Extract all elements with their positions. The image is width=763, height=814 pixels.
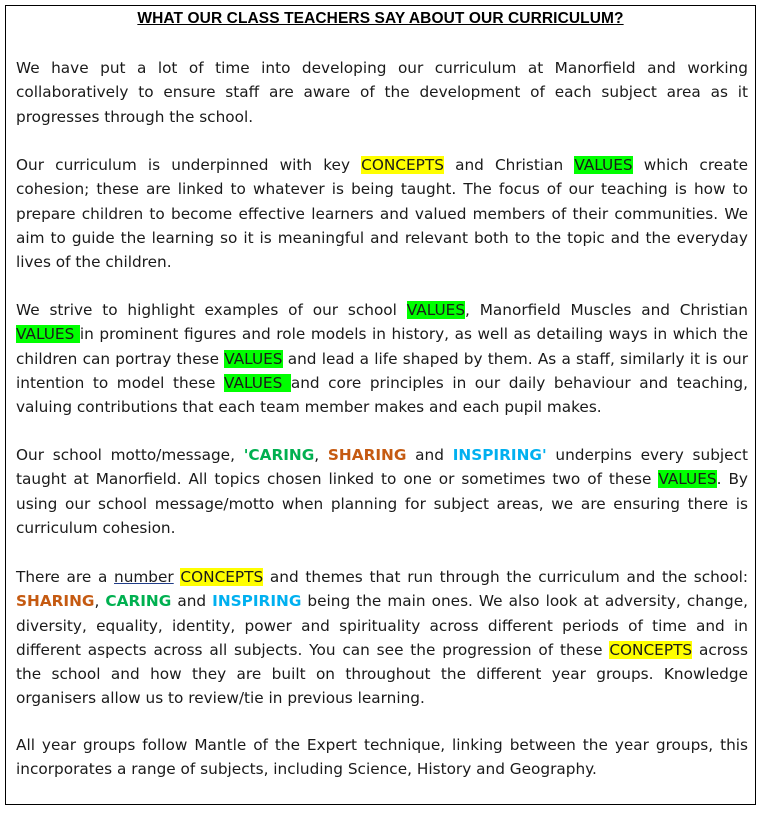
text-run: and lead a life shaped by them. As a staff, similarly it is our intention to model these bbox=[16, 349, 749, 392]
text-run: in prominent figures and role models in history, as well as detailing ways in which the children can portray these bbox=[16, 325, 748, 368]
concepts-highlight: CONCEPTS bbox=[361, 156, 444, 174]
values-highlight: VALUES bbox=[574, 156, 633, 174]
caring-label: 'CARING bbox=[243, 446, 315, 464]
caring-label: CARING bbox=[105, 592, 172, 611]
paragraph-5 bbox=[16, 565, 748, 711]
sharing-label: SHARING bbox=[327, 446, 407, 464]
values-highlight: VALUES bbox=[658, 470, 717, 489]
text-run: and Christian bbox=[443, 156, 575, 174]
text-run: There are a bbox=[16, 568, 115, 586]
text-run: being the main ones. We also look at adversity, change, diversity, equality, identity, power and spirituality across different periods of time and in different aspects across all subjects. You can see the progression of these bbox=[16, 592, 748, 659]
inspiring-label: INSPIRING bbox=[212, 592, 302, 611]
text-run: , bbox=[314, 446, 328, 464]
text-run: We strive to highlight examples of our school bbox=[16, 301, 407, 319]
page-title: WHAT OUR CLASS TEACHERS SAY ABOUT OUR CURRICULUM? bbox=[137, 10, 624, 27]
text-run: Our school motto/message, bbox=[16, 446, 244, 464]
text-run: and bbox=[406, 446, 453, 464]
paragraph-3 bbox=[16, 298, 748, 419]
text-run: and core principles in our daily behaviour and teaching, valuing contributions that each team member makes and each pupil makes. bbox=[16, 373, 748, 417]
values-highlight: VALUES bbox=[16, 325, 80, 344]
text-run: , Manorfield Muscles and Christian bbox=[465, 301, 749, 319]
text-run: . By using our school message/motto when planning for subject areas, we are ensuring there is curriculum cohesion. bbox=[16, 470, 748, 537]
sharing-label: SHARING bbox=[16, 592, 95, 611]
paragraph-1-text: We have put a lot of time into developing our curriculum at Manorfield and working collaboratively to ensure staff are aware of the development of each subject area as it progresses through the school. bbox=[16, 59, 748, 126]
values-highlight: VALUES bbox=[406, 301, 466, 319]
concepts-highlight: CONCEPTS bbox=[609, 640, 693, 659]
flagged-word: number bbox=[114, 568, 174, 586]
concepts-highlight: CONCEPTS bbox=[180, 568, 264, 586]
text-run: , bbox=[94, 592, 106, 611]
document-frame bbox=[5, 5, 756, 805]
values-highlight: VALUES bbox=[224, 349, 283, 368]
text-run: and bbox=[171, 592, 213, 611]
text-run: Our curriculum is underpinned with key bbox=[16, 156, 362, 174]
paragraph-4 bbox=[16, 443, 748, 540]
text-run: which create cohesion; these are linked to whatever is being taught. The focus of our teaching is how to prepare children to become effective learners and valued members of their communities. We aim to guide the learning so it is meaningful and relevant both to the topic and the everyday lives of the children. bbox=[16, 156, 748, 272]
text-run: across the school and how they are built on throughout the different year groups. Knowledge organisers allow us to review/tie in previous learning. bbox=[16, 640, 748, 708]
text-run: underpins every subject taught at Manorfield. All topics chosen linked to one or sometimes two of these bbox=[16, 446, 748, 489]
values-highlight: VALUES bbox=[224, 373, 291, 392]
paragraph-2 bbox=[16, 153, 748, 274]
paragraph-6-text: All year groups follow Mantle of the Expert technique, linking between the year groups, this incorporates a range of subjects, including Science, History and Geography. bbox=[16, 736, 748, 779]
paragraph-6 bbox=[16, 733, 748, 782]
text-run: and themes that run through the curriculum and the school: bbox=[263, 568, 748, 586]
inspiring-label: INSPIRING' bbox=[452, 446, 547, 464]
paragraph-1 bbox=[16, 56, 748, 129]
